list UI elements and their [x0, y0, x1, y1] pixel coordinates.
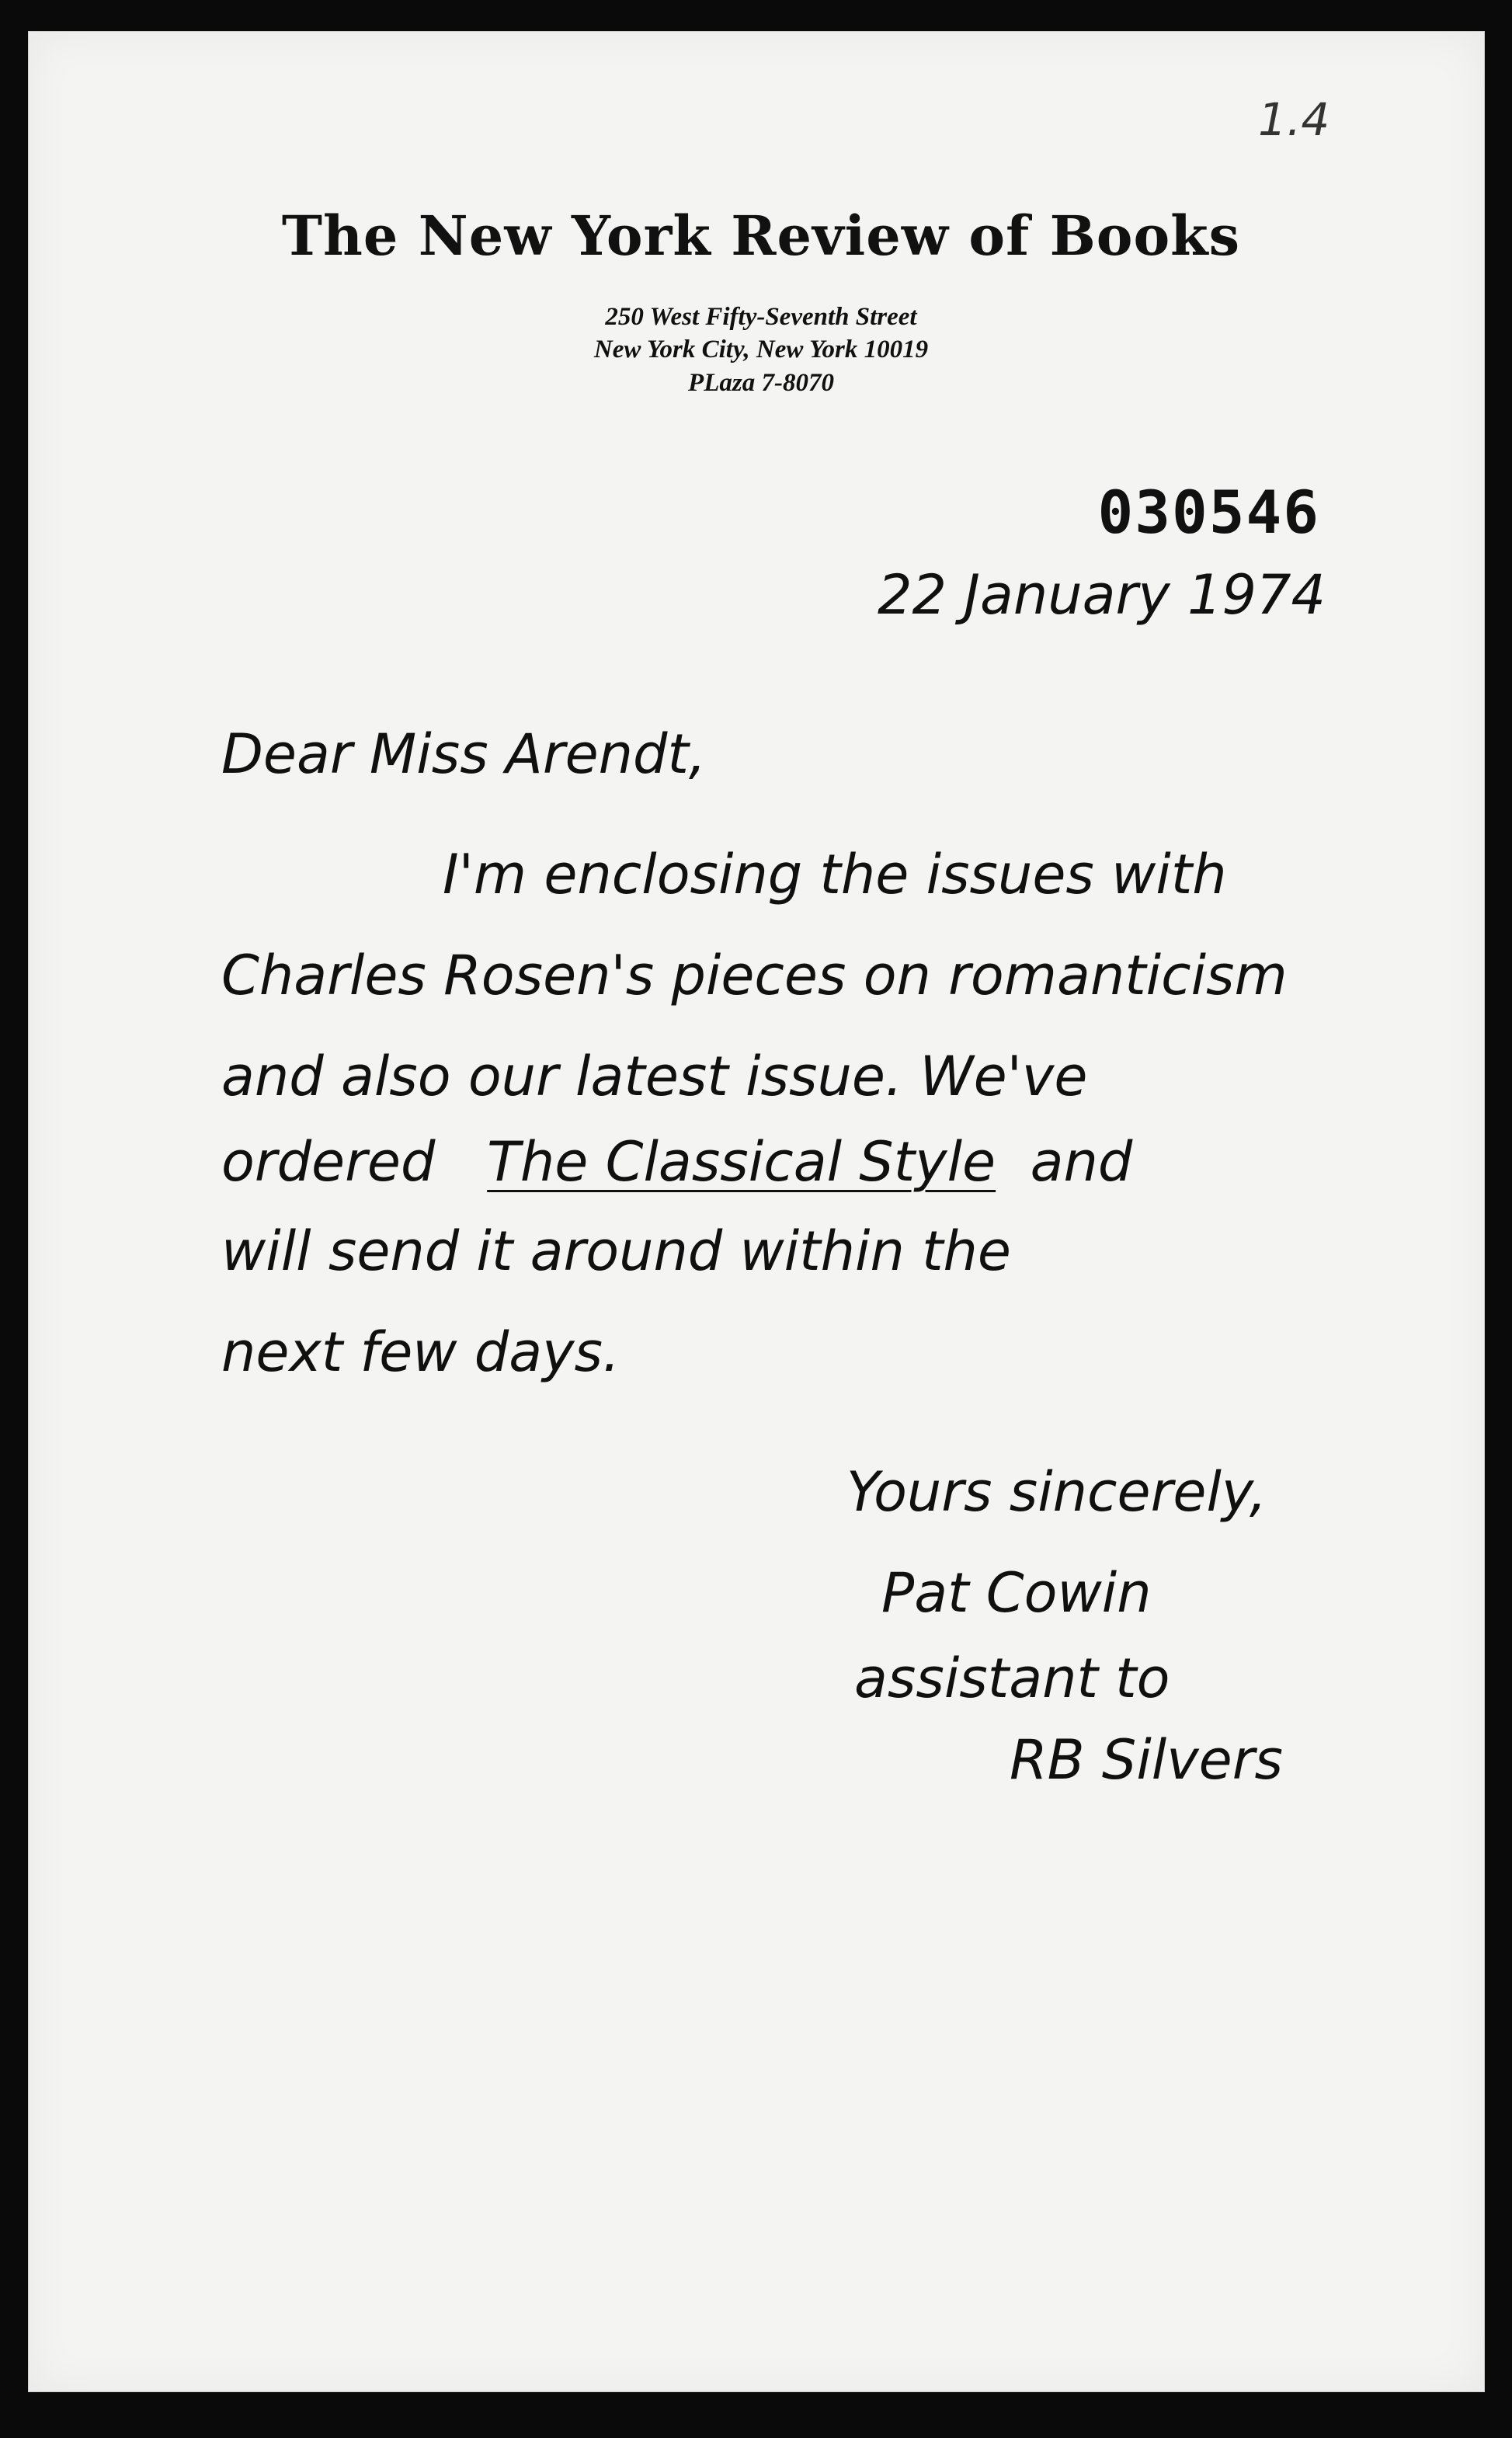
letterhead-phone: PLaza 7-8070 [688, 369, 834, 397]
letter-date: 22 January 1974 [878, 563, 1326, 627]
document-number-stamp: 030546 [1097, 478, 1320, 547]
body-line-6: next few days. [221, 1320, 620, 1384]
body-line-5: will send it around within the [221, 1219, 1011, 1283]
body-line-2: Charles Rosen's pieces on romanticism [221, 944, 1288, 1007]
signature-name: Pat Cowin [881, 1561, 1152, 1625]
body-line-3: and also our latest issue. We've [221, 1045, 1088, 1108]
body-line-4-prefix: ordered [221, 1130, 436, 1194]
salutation: Dear Miss Arendt, [221, 722, 707, 786]
letterhead-address-line2: New York City, New York 10019 [593, 336, 929, 363]
body-line-4 [221, 1130, 1132, 1194]
signature-boss: RB Silvers [1010, 1728, 1283, 1792]
closing: Yours sincerely, [846, 1460, 1267, 1524]
book-title: The Classical Style [487, 1130, 996, 1194]
body-line-1: I'm enclosing the issues with [443, 843, 1227, 906]
body-line-4-suffix: and [1030, 1130, 1133, 1194]
letterhead-title: The New York Review of Books [281, 203, 1241, 268]
letterhead-address-line1: 250 West Fifty-Seventh Street [605, 303, 917, 331]
page-mark: 1.4 [1258, 93, 1330, 146]
signature-role: assistant to [854, 1647, 1170, 1710]
